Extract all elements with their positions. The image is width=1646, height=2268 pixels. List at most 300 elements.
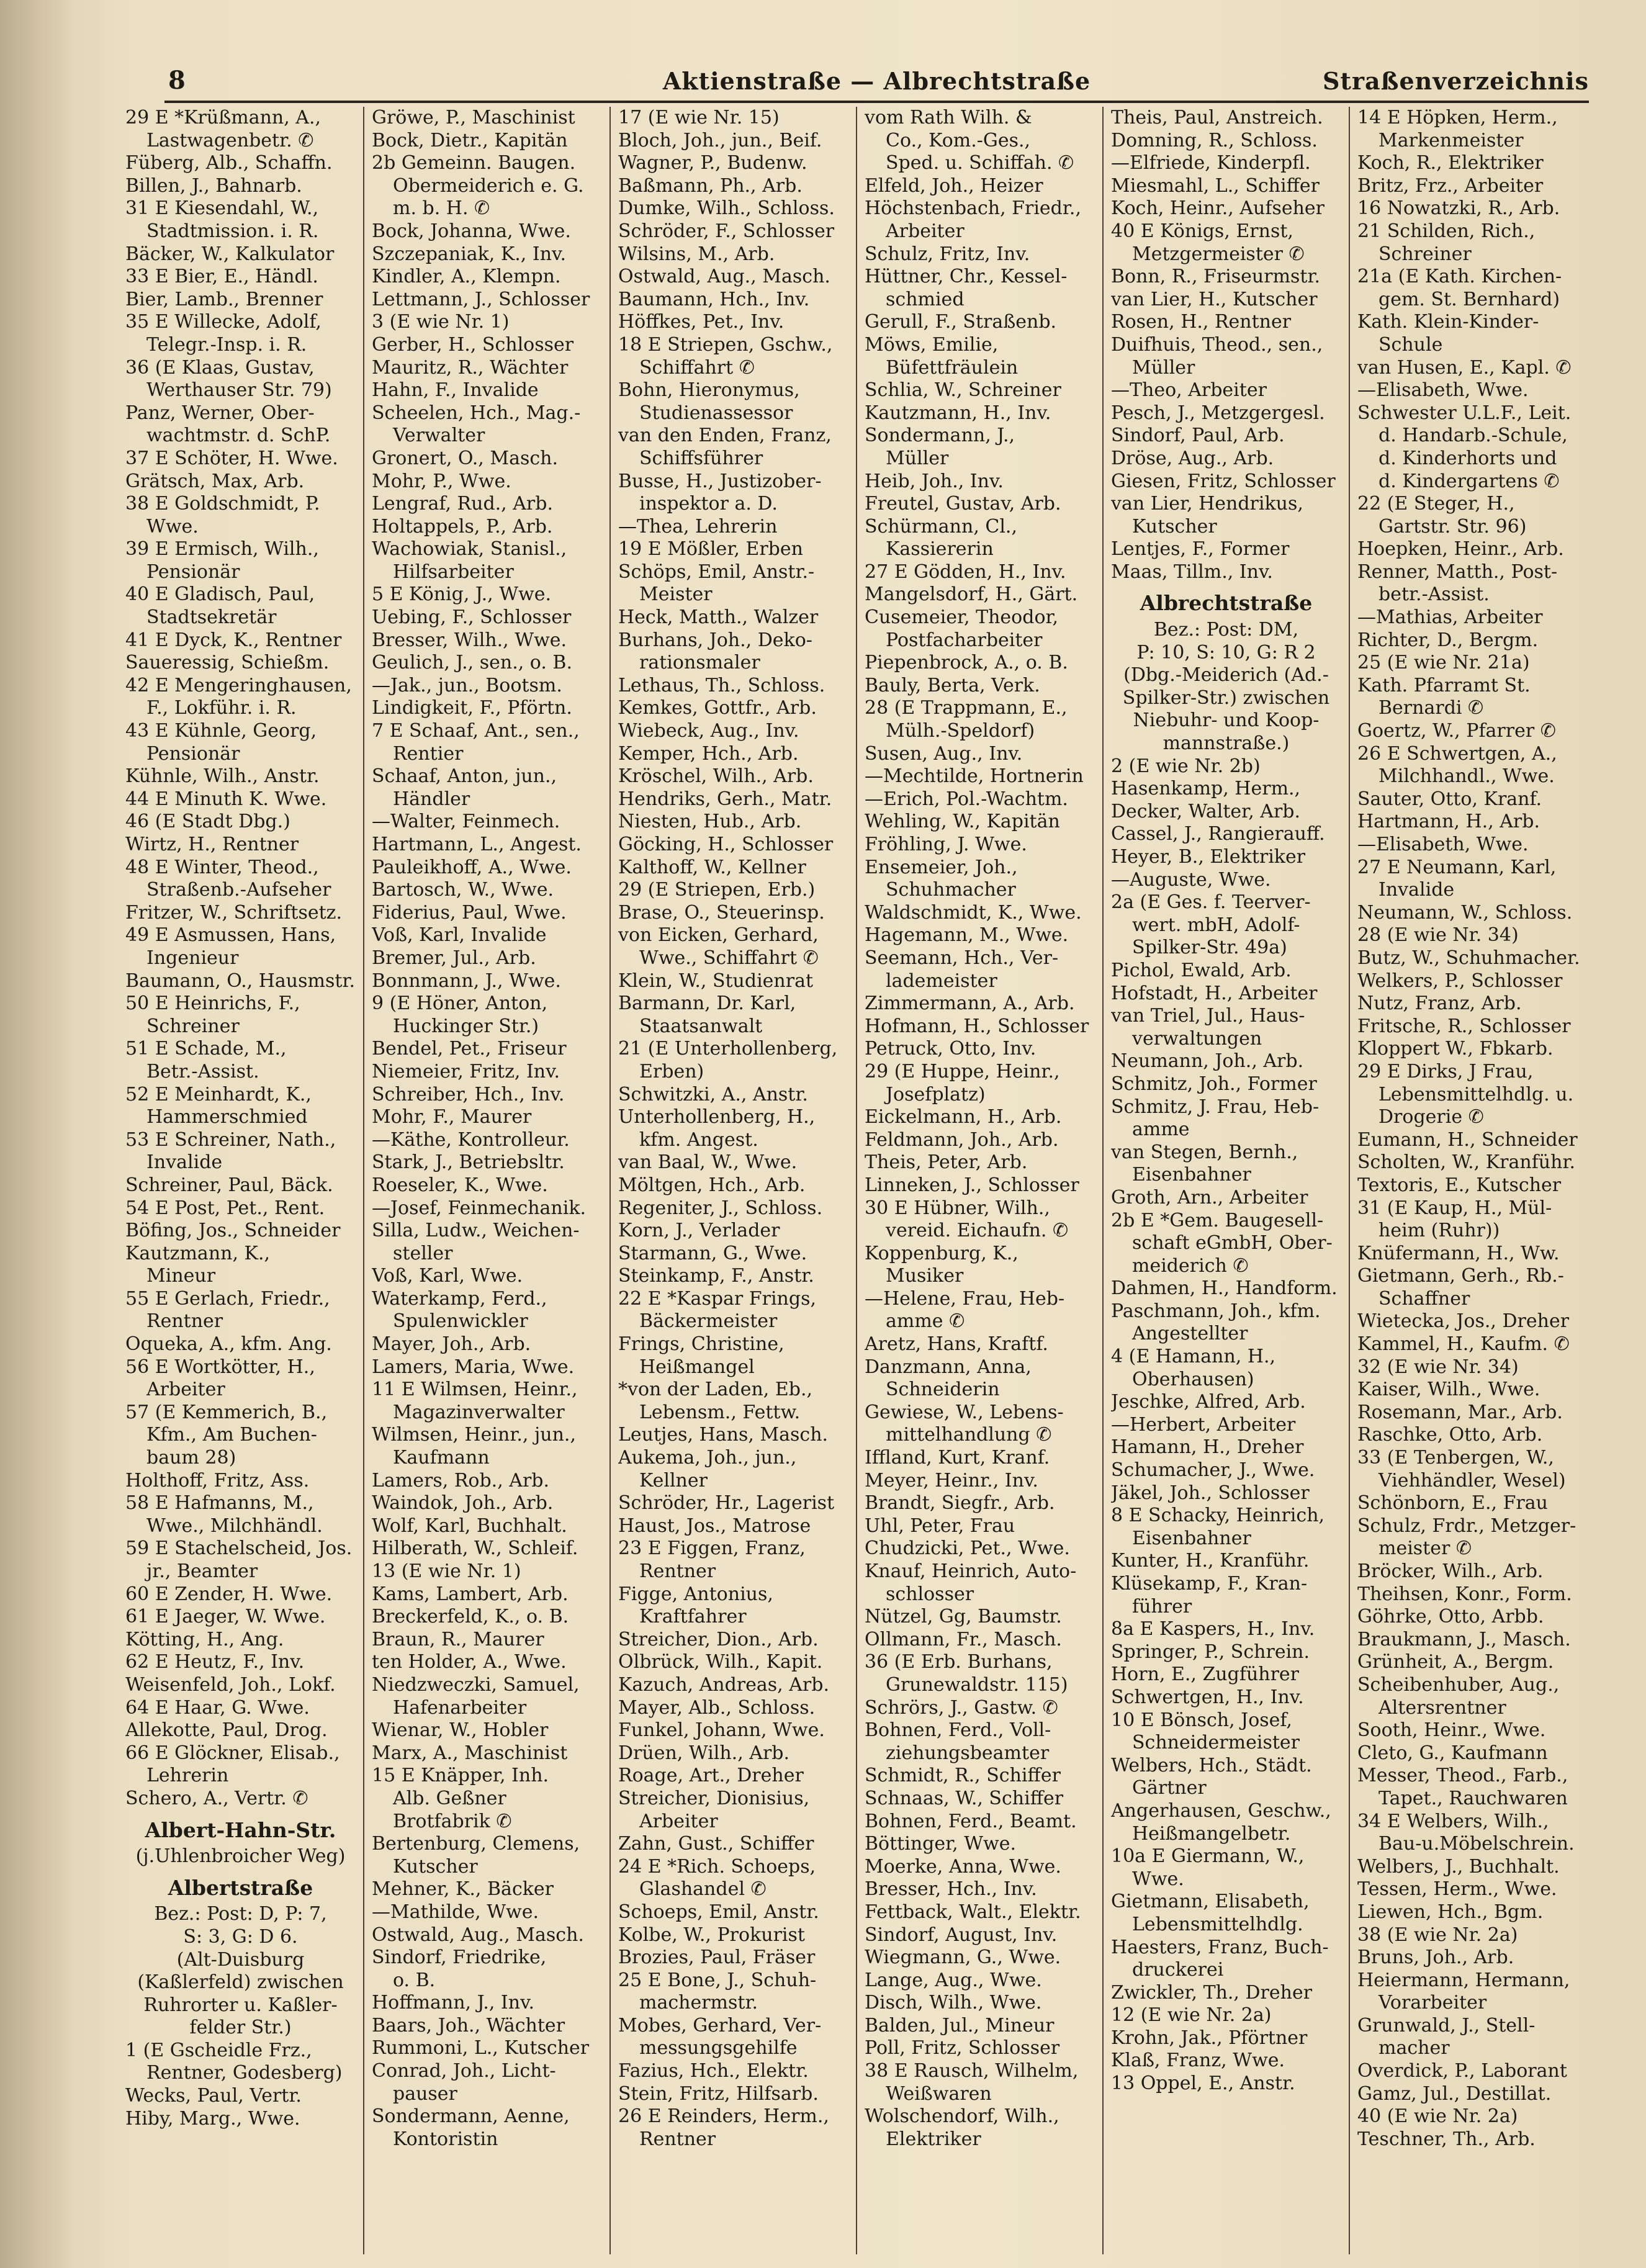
directory-entry-line: 4 (E Hamann, H.,	[1111, 1346, 1276, 1368]
directory-entry-line: Schröder, Hr., Lagerist	[618, 1492, 835, 1514]
directory-entry-line: macher	[1378, 2037, 1450, 2059]
directory-entry-line: Bremer, Jul., Arb.	[372, 947, 536, 969]
directory-entry-line: Rentner	[639, 2128, 716, 2150]
directory-entry-line: Hoffmann, J., Inv.	[372, 1992, 534, 2014]
directory-entry-line: Lebensm., Fettw.	[639, 1401, 801, 1423]
directory-entry-line: Kötting, H., Ang.	[125, 1628, 284, 1650]
directory-entry-line: Theihsen, Konr., Form.	[1357, 1583, 1572, 1605]
directory-entry-line: Schmitz, J. Frau, Heb-	[1111, 1096, 1320, 1118]
directory-entry-line: inspektor a. D.	[639, 493, 778, 515]
directory-entry-line: 33 (E Tenbergen, W.,	[1357, 1447, 1554, 1469]
directory-entry-line: Kalthoff, W., Kellner	[618, 856, 806, 878]
directory-entry-line: Heißmangel	[639, 1356, 755, 1378]
directory-entry-line: Schreiner	[1378, 243, 1472, 265]
directory-entry-line: druckerei	[1132, 1959, 1224, 1981]
directory-entry-line: 22 E *Kaspar Frings,	[618, 1287, 817, 1310]
directory-entry-line: 9 (E Höner, Anton,	[372, 992, 548, 1015]
directory-entry-line: Eumann, H., Schneider	[1357, 1128, 1578, 1151]
directory-entry-line: 36 (E Klaas, Gustav,	[125, 356, 315, 379]
directory-entry-line: Wecks, Paul, Vertr.	[125, 2085, 302, 2107]
directory-entry-line: Grunewaldstr. 115)	[886, 1673, 1068, 1696]
column-2	[364, 107, 611, 2254]
directory-entry-line: Grunwald, J., Stell-	[1357, 2014, 1536, 2036]
directory-entry-line: Markenmeister	[1378, 129, 1524, 151]
directory-entry-line: Wirtz, H., Rentner	[125, 834, 299, 855]
directory-entry-line: Lentjes, F., Former	[1111, 538, 1290, 560]
directory-entry-line: Raschke, Otto, Arb.	[1357, 1424, 1543, 1446]
directory-entry-line: Schrörs, J., Gastw. ✆	[865, 1696, 1058, 1719]
directory-entry-line: wert. mbH, Adolf-	[1132, 914, 1300, 936]
directory-entry-line: d. Handarb.-Schule,	[1378, 425, 1568, 447]
directory-entry-line: Bohnen, Ferd., Beamt.	[865, 1810, 1077, 1832]
directory-entry-line: Mayer, Alb., Schloss.	[618, 1696, 816, 1719]
directory-entry-line: Schiffahrt ✆	[639, 356, 755, 379]
directory-entry-line: Koch, Heinr., Aufseher	[1111, 197, 1325, 220]
directory-entry-line: Heck, Matth., Walzer	[618, 606, 819, 629]
directory-entry-line: Hoepken, Heinr., Arb.	[1357, 538, 1564, 560]
directory-entry-line: 31 E Kiesendahl, W.,	[125, 197, 319, 220]
directory-entry-line: Hartmann, L., Angest.	[372, 834, 582, 855]
directory-columns	[118, 107, 1595, 2254]
directory-entry-line: Sondermann, Aenne,	[372, 2105, 570, 2128]
column-4	[857, 107, 1104, 2254]
directory-entry-line: 57 (E Kemmerich, B.,	[125, 1401, 328, 1423]
directory-entry-line: Moerke, Anna, Wwe.	[865, 1855, 1061, 1878]
directory-entry-line: Panz, Werner, Ober-	[125, 402, 315, 424]
directory-entry-line: Rummoni, L., Kutscher	[372, 2037, 590, 2059]
directory-entry-line: Magazinverwalter	[393, 1401, 565, 1423]
directory-entry-line: 12 (E wie Nr. 2a)	[1111, 2004, 1272, 2027]
directory-entry-line: Vorarbeiter	[1378, 1992, 1487, 2014]
directory-entry-line: 22 (E Steger, H.,	[1357, 493, 1515, 515]
directory-entry-line: 2b Gemeinn. Baugen.	[372, 152, 576, 174]
directory-entry-line: Schero, A., Vertr. ✆	[125, 1787, 308, 1809]
directory-entry-line: 59 E Stachelscheid, Jos.	[125, 1537, 353, 1560]
directory-entry-line: Mangelsdorf, H., Gärt.	[865, 583, 1078, 606]
directory-entry-line: Voß, Karl, Invalide	[372, 924, 547, 947]
directory-entry-line: Mülh.-Speldorf)	[886, 720, 1035, 742]
directory-entry-line: Kemper, Hch., Arb.	[618, 742, 799, 765]
directory-entry-line: 2 (E wie Nr. 2b)	[1111, 755, 1261, 777]
directory-entry-line: 33 E Bier, E., Händl.	[125, 266, 318, 288]
directory-entry-line: Nützel, Gg, Baumstr.	[865, 1606, 1062, 1628]
directory-entry-line: vom Rath Wilh. &	[865, 107, 1032, 128]
directory-entry-line: Arbeiter	[639, 1810, 718, 1832]
directory-entry-line: 25 (E wie Nr. 21a)	[1357, 652, 1530, 674]
directory-entry-line: Schumacher, J., Wwe.	[1111, 1459, 1315, 1482]
directory-entry-line: rationsmaler	[639, 652, 760, 674]
directory-entry-line: Schwitzki, A., Anstr.	[618, 1083, 808, 1105]
directory-entry-line: 40 (E wie Nr. 2a)	[1357, 2105, 1518, 2128]
directory-entry-line: Eisenbahner	[1132, 1527, 1251, 1549]
directory-entry-line: Ostwald, Aug., Masch.	[618, 266, 830, 288]
directory-entry-line: Paschmann, Joh., kfm.	[1111, 1300, 1321, 1322]
directory-entry-line: Scheibenhuber, Aug.,	[1357, 1673, 1560, 1696]
directory-entry-line: Händler	[393, 788, 470, 810]
directory-entry-line: Ollmann, Fr., Masch.	[865, 1628, 1062, 1650]
directory-entry-line: Telegr.-Insp. i. R.	[146, 333, 307, 356]
directory-entry-line: Gewiese, W., Lebens-	[865, 1401, 1064, 1423]
directory-entry-line: ziehungsbeamter	[886, 1742, 1050, 1764]
directory-entry-line: van Triel, Jul., Haus-	[1111, 1005, 1305, 1027]
directory-entry-line: Miesmahl, L., Schiffer	[1111, 174, 1320, 197]
directory-entry-line: Pichol, Ewald, Arb.	[1111, 959, 1292, 981]
street-heading: Albert-Hahn-Str.	[145, 1819, 336, 1842]
directory-entry-line: Lange, Aug., Wwe.	[865, 1969, 1042, 1991]
street-heading: Albrechtstraße	[1140, 592, 1313, 616]
directory-entry-line: Bohnen, Ferd., Voll-	[865, 1719, 1051, 1742]
street-heading: Albertstraße	[168, 1876, 313, 1900]
directory-entry-line: Milchhandl., Wwe.	[1378, 765, 1555, 788]
directory-entry-line: Szczepaniak, K., Inv.	[372, 243, 566, 265]
directory-entry-line: —Elisabeth, Wwe.	[1357, 834, 1529, 855]
directory-entry-line: Bendel, Pet., Friseur	[372, 1038, 567, 1060]
directory-entry-line: —Erich, Pol.-Wachtm.	[865, 788, 1068, 810]
directory-entry-line: Scheelen, Hch., Mag.-	[372, 402, 581, 424]
directory-entry-line: Metzgermeister ✆	[1132, 243, 1305, 265]
directory-entry-line: van Lier, Hendrikus,	[1111, 493, 1303, 515]
directory-entry-line: messungsgehilfe	[639, 2037, 798, 2059]
directory-entry-line: Kellner	[639, 1469, 708, 1492]
directory-entry-line: Postfacharbeiter	[886, 629, 1043, 651]
directory-entry-line: Roage, Art., Dreher	[618, 1765, 804, 1787]
directory-entry-line: Wiebeck, Aug., Inv.	[618, 720, 799, 742]
directory-entry-line: Nutz, Franz, Arb.	[1357, 992, 1522, 1015]
directory-entry-line: (Kaßlerfeld) zwischen	[137, 1971, 344, 1994]
page-title: Aktienstraße — Albrechtstraße	[662, 67, 1091, 95]
directory-entry-line: Lethaus, Th., Schloss.	[618, 674, 825, 696]
directory-entry-line: 25 E Bone, J., Schuh-	[618, 1969, 817, 1991]
directory-entry-line: Lehrerin	[146, 1765, 229, 1787]
directory-entry-line: Bez.: Post: D, P: 7,	[154, 1903, 327, 1925]
directory-entry-line: Bäcker, W., Kalkulator	[125, 243, 335, 265]
directory-entry-line: —Herbert, Arbeiter	[1111, 1413, 1296, 1436]
book-gutter	[0, 0, 74, 2268]
column-1	[118, 107, 364, 2254]
directory-entry-line: Baars, Joh., Wächter	[372, 2014, 565, 2036]
section-title: Straßenverzeichnis	[1322, 67, 1589, 95]
directory-entry-line: 16 Nowatzki, R., Arb.	[1357, 197, 1560, 220]
directory-entry-line: Schuhmacher	[886, 879, 1016, 901]
directory-entry-line: Betr.-Assist.	[146, 1060, 259, 1082]
directory-entry-line: Meyer, Heinr., Inv.	[865, 1469, 1038, 1492]
directory-entry-line: Steinkamp, F., Anstr.	[618, 1265, 814, 1287]
directory-entry-line: —Auguste, Wwe.	[1111, 868, 1271, 891]
directory-entry-line: Bresser, Wilh., Wwe.	[372, 629, 567, 651]
directory-entry-line: kfm. Angest.	[639, 1128, 758, 1151]
directory-entry-line: 29 (E Huppe, Heinr.,	[865, 1060, 1060, 1082]
directory-entry-line: Holtappels, P., Arb.	[372, 515, 553, 538]
directory-entry-line: 53 E Schreiner, Nath.,	[125, 1128, 336, 1151]
directory-entry-line: führer	[1132, 1595, 1192, 1618]
directory-entry-line: Schaaf, Anton, jun.,	[372, 765, 557, 788]
directory-entry-line: Obermeiderich e. G.	[393, 174, 584, 197]
directory-entry-line: steller	[393, 1242, 453, 1264]
directory-entry-line: 13 Oppel, E., Anstr.	[1111, 2072, 1295, 2095]
directory-entry-line: Spilker-Str.) zwischen	[1122, 686, 1330, 709]
directory-entry-line: mannstraße.)	[1163, 732, 1290, 755]
directory-entry-line: meister ✆	[1378, 1537, 1472, 1560]
directory-entry-line: Tapet., Rauchwaren	[1378, 1787, 1568, 1809]
directory-entry-line: Fröhling, J. Wwe.	[865, 834, 1027, 855]
directory-entry-line: Waldschmidt, K., Wwe.	[865, 901, 1082, 924]
directory-entry-line: Ostwald, Aug., Masch.	[372, 1924, 584, 1946]
directory-entry-line: Neumann, W., Schloss.	[1357, 901, 1573, 924]
directory-entry-line: Dröse, Aug., Arb.	[1111, 447, 1274, 469]
directory-entry-line: Hiby, Marg., Wwe.	[125, 2107, 300, 2130]
directory-entry-line: Bartosch, W., Wwe.	[372, 879, 554, 901]
directory-entry-line: Streicher, Dionisius,	[618, 1787, 810, 1809]
directory-entry-line: Hüttner, Chr., Kessel-	[865, 266, 1068, 288]
directory-entry-line: Niemeier, Fritz, Inv.	[372, 1060, 560, 1082]
directory-entry-line: 37 E Schöter, H. Wwe.	[125, 447, 338, 469]
directory-entry-line: Balden, Jul., Mineur	[865, 2014, 1055, 2036]
directory-entry-line: —Helene, Frau, Heb-	[865, 1287, 1065, 1310]
directory-entry-line: Mohr, F., Maurer	[372, 1106, 532, 1128]
directory-entry-line: 11 E Wilmsen, Heinr.,	[372, 1379, 578, 1401]
directory-entry-line: 54 E Post, Pet., Rent.	[125, 1197, 325, 1219]
directory-entry-line: Grätsch, Max, Arb.	[125, 470, 305, 492]
directory-entry-line: Kühnle, Wilh., Anstr.	[125, 765, 320, 788]
directory-entry-line: Britz, Frz., Arbeiter	[1357, 174, 1544, 197]
page-number: 8	[168, 66, 186, 95]
directory-entry-line: Lengraf, Rud., Arb.	[372, 493, 554, 515]
directory-entry-line: Müller	[1132, 356, 1195, 379]
directory-entry-line: Lamers, Maria, Wwe.	[372, 1356, 575, 1378]
directory-entry-line: Hilberath, W., Schleif.	[372, 1537, 578, 1560]
directory-entry-line: Aukema, Joh., jun.,	[618, 1447, 797, 1469]
directory-entry-line: Mobes, Gerhard, Ver-	[618, 2014, 822, 2036]
directory-entry-line: Bez.: Post: DM,	[1153, 619, 1299, 641]
directory-entry-line: Weisenfeld, Joh., Lokf.	[125, 1673, 336, 1696]
directory-entry-line: Stadtsekretär	[146, 606, 277, 629]
directory-entry-line: van Lier, H., Kutscher	[1111, 288, 1318, 310]
directory-entry-line: 31 (E Kaup, H., Mül-	[1357, 1197, 1552, 1219]
directory-entry-line: Göcking, H., Schlosser	[618, 834, 834, 855]
directory-entry-line: 38 E Rausch, Wilhelm,	[865, 2060, 1079, 2082]
directory-entry-line: Cleto, G., Kaufmann	[1357, 1742, 1548, 1764]
directory-entry-line: 52 E Meinhardt, K.,	[125, 1083, 312, 1105]
directory-entry-line: Marx, A., Maschinist	[372, 1742, 568, 1764]
directory-entry-line: 30 E Hübner, Wilh.,	[865, 1197, 1050, 1219]
directory-entry-line: Disch, Wilh., Wwe.	[865, 1992, 1042, 2014]
directory-entry-line: Decker, Walter, Arb.	[1111, 800, 1301, 822]
directory-entry-line: Kraftfahrer	[639, 1606, 747, 1628]
directory-entry-line: Bauly, Berta, Verk.	[865, 674, 1040, 696]
directory-entry-line: Wwe.	[146, 515, 199, 538]
directory-entry-line: P: 10, S: 10, G: R 2	[1136, 641, 1316, 664]
directory-entry-line: Sindorf, Friedrike,	[372, 1946, 547, 1969]
directory-entry-line: Textoris, E., Kutscher	[1357, 1174, 1562, 1196]
directory-entry-line: Böfing, Jos., Schneider	[125, 1220, 341, 1242]
directory-entry-line: Cusemeier, Theodor,	[865, 606, 1059, 629]
directory-entry-line: 62 E Heutz, F., Inv.	[125, 1651, 305, 1673]
directory-entry-line: —Josef, Feinmechanik.	[372, 1197, 587, 1219]
directory-entry-line: Ingenieur	[146, 947, 239, 969]
directory-entry-line: 29 E *Krüßmann, A.,	[125, 107, 322, 128]
directory-entry-line: Overdick, P., Laborant	[1357, 2060, 1567, 2082]
directory-entry-line: 21 (E Unterhollenberg,	[618, 1038, 838, 1060]
directory-entry-line: Schwertgen, H., Inv.	[1111, 1686, 1304, 1708]
directory-entry-line: Linneken, J., Schlosser	[865, 1174, 1079, 1196]
directory-entry-line: Gronert, O., Masch.	[372, 447, 559, 469]
directory-entry-line: Hartmann, H., Arb.	[1357, 811, 1540, 833]
directory-entry-line: Rosen, H., Rentner	[1111, 311, 1292, 333]
column-5	[1104, 107, 1350, 2254]
directory-entry-line: Hamann, H., Dreher	[1111, 1436, 1304, 1459]
directory-entry-line: Koppenburg, K.,	[865, 1242, 1019, 1264]
directory-entry-line: Piepenbrock, A., o. B.	[865, 652, 1068, 674]
directory-entry-line: Iffland, Kurt, Kranf.	[865, 1447, 1050, 1469]
directory-entry-line: 26 E Reinders, Herm.,	[618, 2105, 829, 2128]
directory-entry-line: Schreiber, Hch., Inv.	[372, 1083, 565, 1105]
directory-entry-line: Welbers, Hch., Städt.	[1111, 1754, 1312, 1776]
directory-entry-line: machermstr.	[639, 1992, 758, 2014]
directory-entry-line: Knauf, Heinrich, Auto-	[865, 1560, 1077, 1582]
directory-entry-line: Haust, Jos., Matrose	[618, 1514, 811, 1537]
directory-entry-line: Hammerschmied	[146, 1106, 308, 1128]
directory-entry-line: Susen, Aug., Inv.	[865, 742, 1023, 765]
directory-entry-line: 5 E König, J., Wwe.	[372, 583, 552, 606]
directory-entry-line: Brandt, Siegfr., Arb.	[865, 1492, 1055, 1514]
directory-entry-line: 42 E Mengeringhausen,	[125, 674, 352, 696]
directory-entry-line: Bresser, Hch., Inv.	[865, 1878, 1037, 1901]
directory-entry-line: Verwalter	[393, 425, 485, 447]
directory-entry-line: Hafenarbeiter	[393, 1696, 527, 1719]
directory-entry-line: Invalide	[1378, 879, 1455, 901]
directory-entry-line: Ruhrorter u. Kaßler-	[143, 1994, 338, 2016]
directory-entry-line: Altersrentner	[1378, 1696, 1506, 1719]
directory-entry-line: Schönborn, E., Frau	[1357, 1492, 1548, 1514]
directory-entry-line: 10 E Bönsch, Josef,	[1111, 1709, 1292, 1731]
directory-entry-line: Jäkel, Joh., Schlosser	[1111, 1482, 1310, 1504]
directory-entry-line: Messer, Theod., Farb.,	[1357, 1765, 1568, 1787]
directory-entry-line: Dahmen, H., Handform.	[1111, 1277, 1338, 1300]
directory-entry-line: Schneiderin	[886, 1379, 1000, 1401]
directory-entry-line: Möws, Emilie,	[865, 333, 999, 356]
directory-entry-line: Liewen, Hch., Bgm.	[1357, 1901, 1544, 1923]
directory-entry-line: Bonnmann, J., Wwe.	[372, 970, 561, 992]
directory-entry-line: S: 3, G: D 6.	[183, 1925, 298, 1948]
directory-entry-line: Wilsins, M., Arb.	[618, 243, 775, 265]
directory-entry-line: jr., Beamter	[146, 1560, 258, 1582]
directory-entry-line: Stark, J., Betriebsltr.	[372, 1151, 565, 1174]
directory-entry-line: Schiffsführer	[639, 447, 763, 469]
directory-entry-line: Wietecka, Jos., Dreher	[1357, 1310, 1570, 1333]
directory-entry-line: Kath. Pfarramt St.	[1357, 674, 1531, 696]
directory-entry-line: (Dbg.-Meiderich (Ad.-	[1123, 664, 1329, 686]
column-3	[611, 107, 857, 2254]
directory-entry-line: Stein, Fritz, Hilfsarb.	[618, 2082, 819, 2105]
directory-entry-line: 18 E Striepen, Gschw.,	[618, 333, 833, 356]
directory-entry-line: Werthauser Str. 79)	[146, 379, 332, 402]
directory-entry-line: Bernardi ✆	[1378, 697, 1484, 719]
directory-entry-line: Gietmann, Elisabeth,	[1111, 1891, 1310, 1913]
directory-entry-line: Niedzweczki, Samuel,	[372, 1673, 580, 1696]
directory-entry-line: o. B.	[393, 1969, 436, 1991]
directory-entry-line: 14 E Höpken, Herm.,	[1357, 107, 1558, 128]
directory-entry-line: Gietmann, Gerh., Rb.-	[1357, 1265, 1564, 1287]
directory-entry-line: Kfm., Am Buchen-	[146, 1424, 317, 1446]
directory-entry-line: Freutel, Gustav, Arb.	[865, 493, 1061, 515]
directory-entry-line: Zahn, Gust., Schiffer	[618, 1833, 814, 1855]
directory-entry-line: Gamz, Jul., Destillat.	[1357, 2082, 1552, 2105]
directory-entry-line: Schnaas, W., Schiffer	[865, 1787, 1064, 1809]
directory-entry-line: 29 (E Striepen, Erb.)	[618, 879, 816, 901]
directory-entry-line: 56 E Wortkötter, H.,	[125, 1356, 315, 1378]
directory-entry-line: (Alt-Duisburg	[176, 1948, 305, 1971]
directory-entry-line: lademeister	[886, 970, 997, 992]
directory-entry-line: van den Enden, Franz,	[618, 425, 832, 447]
directory-entry-line: Lebensmittelhdlg.	[1132, 1913, 1303, 1935]
directory-entry-line: Drüen, Wilh., Arb.	[618, 1742, 790, 1764]
directory-entry-line: Rentner	[639, 1560, 716, 1582]
directory-entry-line: Welkers, P., Schlosser	[1357, 970, 1563, 992]
directory-entry-line: Busse, H., Justizober-	[618, 470, 822, 492]
directory-entry-line: 3 (E wie Nr. 1)	[372, 311, 510, 333]
directory-entry-line: Kunter, H., Kranführ.	[1111, 1550, 1310, 1572]
directory-entry-line: Hagemann, M., Wwe.	[865, 924, 1069, 947]
directory-entry-line: Hofmann, H., Schlosser	[865, 1015, 1089, 1037]
directory-entry-line: 13 (E wie Nr. 1)	[372, 1560, 521, 1582]
directory-entry-line: Gröwe, P., Maschinist	[372, 107, 575, 128]
directory-entry-line: Brotfabrik ✆	[393, 1810, 512, 1832]
directory-entry-line: Sauter, Otto, Kranf.	[1357, 788, 1542, 810]
directory-entry-line: Leutjes, Hans, Masch.	[618, 1424, 829, 1446]
directory-entry-line: Schmitz, Joh., Former	[1111, 1073, 1317, 1095]
directory-entry-line: Roeseler, K., Wwe.	[372, 1174, 548, 1196]
directory-entry-line: Mauritz, R., Wächter	[372, 356, 569, 379]
directory-entry-line: Heiermann, Hermann,	[1357, 1969, 1570, 1991]
directory-entry-line: 44 E Minuth K. Wwe.	[125, 788, 327, 810]
directory-entry-line: 26 E Schwertgen, A.,	[1357, 742, 1557, 765]
directory-entry-line: Holthoff, Fritz, Ass.	[125, 1469, 310, 1492]
directory-entry-line: Eisenbahner	[1132, 1164, 1251, 1186]
directory-entry-line: Wiegmann, G., Wwe.	[865, 1946, 1061, 1969]
directory-entry-line: Richter, D., Bergm.	[1357, 629, 1539, 651]
directory-entry-line: Eickelmann, H., Arb.	[865, 1106, 1062, 1128]
directory-entry-line: Welbers, J., Buchhalt.	[1357, 1855, 1560, 1878]
directory-entry-line: Breckerfeld, K., o. B.	[372, 1606, 569, 1628]
directory-entry-line: Arbeiter	[146, 1379, 225, 1401]
directory-entry-line: gem. St. Bernhard)	[1378, 288, 1560, 310]
directory-entry-line: Danzmann, Anna,	[865, 1356, 1032, 1378]
directory-entry-line: —Elisabeth, Wwe.	[1357, 379, 1529, 402]
directory-entry-line: Kindler, A., Klempn.	[372, 266, 561, 288]
directory-entry-line: Feldmann, Joh., Arb.	[865, 1128, 1059, 1151]
directory-entry-line: Knüfermann, H., Ww.	[1357, 1242, 1560, 1264]
directory-entry-line: Heib, Joh., Inv.	[865, 470, 1004, 492]
directory-entry-line: Schulz, Frdr., Metzger-	[1357, 1514, 1576, 1537]
directory-entry-line: 41 E Dyck, K., Rentner	[125, 629, 342, 651]
directory-entry-line: Saueressig, Schießm.	[125, 652, 330, 674]
directory-entry-line: Mayer, Joh., Arb.	[372, 1333, 531, 1356]
directory-entry-line: Fritsche, R., Schlosser	[1357, 1015, 1571, 1037]
directory-entry-line: (j.Uhlenbroicher Weg)	[135, 1845, 346, 1868]
directory-entry-line: Kammel, H., Kaufm. ✆	[1357, 1333, 1570, 1356]
directory-entry-line: Bau-u.Möbelschrein.	[1378, 1833, 1575, 1855]
directory-entry-line: Lebensmittelhdlg. u.	[1378, 1083, 1574, 1105]
directory-entry-line: 49 E Asmussen, Hans,	[125, 924, 336, 947]
directory-entry-line: 15 E Knäpper, Inh.	[372, 1765, 549, 1787]
directory-entry-line: vereid. Eichaufn. ✆	[886, 1220, 1069, 1242]
directory-entry-line: Baßmann, Ph., Arb.	[618, 174, 803, 197]
directory-entry-line: 21 Schilden, Rich.,	[1357, 220, 1536, 242]
directory-entry-line: Bertenburg, Clemens,	[372, 1833, 580, 1855]
directory-entry-line: Petruck, Otto, Inv.	[865, 1038, 1037, 1060]
directory-entry-line: Kams, Lambert, Arb.	[372, 1583, 569, 1605]
directory-entry-line: Geulich, J., sen., o. B.	[372, 652, 572, 674]
